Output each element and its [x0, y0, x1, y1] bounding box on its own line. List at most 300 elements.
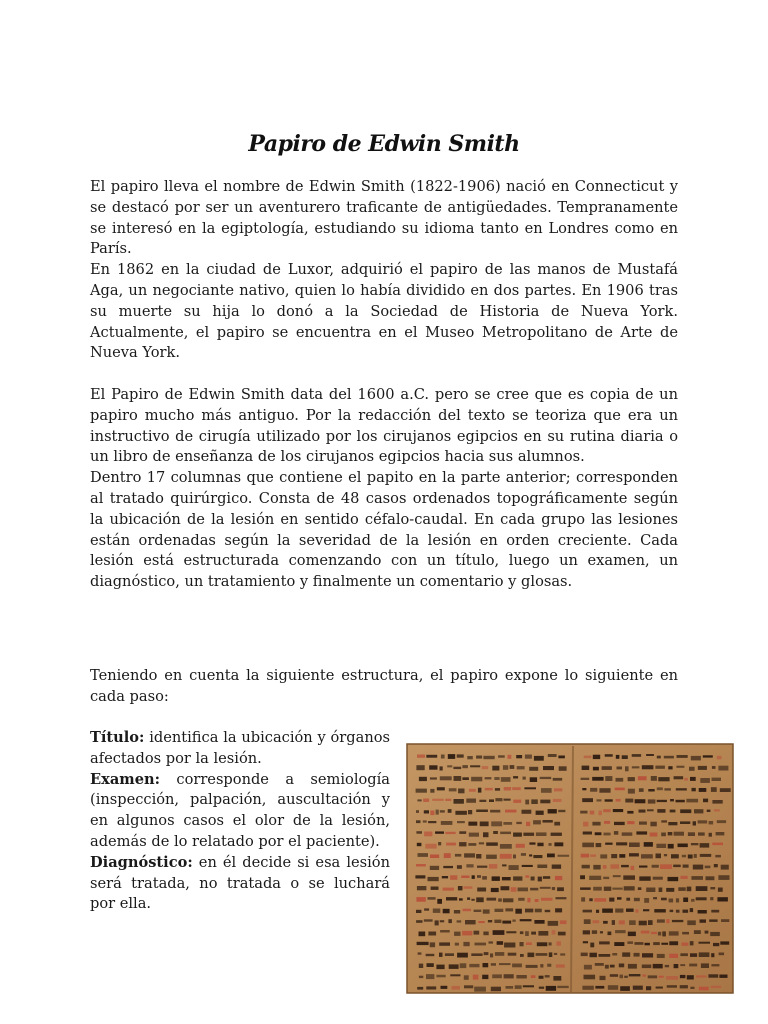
- ink-stroke: [450, 974, 460, 976]
- ink-stroke: [430, 789, 434, 793]
- ink-stroke: [580, 811, 587, 814]
- ink-stroke: [482, 975, 488, 979]
- ink-stroke: [491, 987, 501, 992]
- ink-stroke: [440, 920, 444, 922]
- ink-stroke: [511, 887, 517, 892]
- ink-stroke: [652, 865, 659, 868]
- ink-stroke: [628, 932, 636, 937]
- ink-stroke: [478, 921, 485, 923]
- ink-stroke: [714, 864, 718, 867]
- ink-stroke: [718, 766, 728, 771]
- ink-stroke: [582, 788, 586, 790]
- ink-stroke: [419, 932, 426, 937]
- ink-stroke: [583, 822, 588, 827]
- ink-stroke: [459, 898, 463, 900]
- ink-stroke: [720, 941, 729, 944]
- ink-stroke: [461, 876, 469, 879]
- ink-stroke: [657, 809, 665, 813]
- ink-stroke: [639, 810, 646, 813]
- ink-stroke: [582, 798, 593, 802]
- ink-stroke: [510, 765, 515, 769]
- ink-stroke: [428, 877, 439, 881]
- ink-stroke: [417, 843, 422, 846]
- ink-stroke: [599, 811, 603, 816]
- ink-stroke: [673, 865, 681, 868]
- ink-stroke: [710, 887, 715, 889]
- ink-stroke: [693, 821, 696, 825]
- ink-stroke: [668, 844, 674, 849]
- ink-stroke: [583, 941, 588, 943]
- ink-stroke: [441, 755, 445, 759]
- ink-stroke: [501, 886, 510, 890]
- ink-stroke: [711, 953, 714, 957]
- ink-stroke: [717, 820, 726, 823]
- ink-stroke: [508, 953, 517, 956]
- ink-stroke: [525, 755, 532, 759]
- ink-stroke: [678, 844, 688, 848]
- ink-stroke: [670, 910, 674, 912]
- ink-stroke: [616, 755, 620, 759]
- ink-stroke: [691, 843, 699, 845]
- ink-stroke: [438, 842, 441, 845]
- ink-stroke: [694, 930, 701, 934]
- ink-stroke: [661, 833, 666, 837]
- ink-stroke: [498, 755, 505, 757]
- ink-stroke: [417, 987, 423, 990]
- ink-stroke: [436, 975, 445, 978]
- ink-stroke: [671, 854, 679, 858]
- ink-stroke: [428, 821, 436, 823]
- ink-stroke: [700, 854, 711, 857]
- ink-stroke: [712, 800, 722, 804]
- ink-stroke: [415, 875, 425, 878]
- ink-stroke: [557, 986, 568, 988]
- ink-stroke: [500, 832, 511, 835]
- ink-stroke: [515, 985, 522, 989]
- ink-stroke: [462, 765, 468, 768]
- ink-stroke: [596, 843, 602, 847]
- ink-stroke: [541, 788, 552, 793]
- definition-examen: [90, 770, 390, 853]
- ink-stroke: [489, 799, 494, 802]
- ink-stroke: [417, 755, 425, 758]
- ink-stroke: [713, 943, 719, 946]
- ink-stroke: [424, 919, 433, 921]
- ink-stroke: [653, 897, 657, 899]
- ink-stroke: [688, 855, 693, 859]
- ink-stroke: [416, 765, 424, 770]
- ink-stroke: [700, 919, 707, 922]
- ink-stroke: [650, 833, 658, 837]
- ink-stroke: [616, 778, 624, 782]
- ink-stroke: [497, 941, 504, 945]
- ink-stroke: [600, 931, 603, 933]
- ink-stroke: [624, 976, 628, 978]
- ink-stroke: [632, 766, 640, 768]
- ink-stroke: [501, 777, 511, 782]
- ink-stroke: [664, 788, 671, 790]
- ink-stroke: [473, 975, 479, 980]
- ink-stroke: [504, 787, 511, 791]
- ink-stroke: [523, 833, 534, 836]
- ink-stroke: [531, 799, 538, 804]
- ink-stroke: [627, 811, 633, 814]
- ink-stroke: [676, 766, 684, 768]
- ink-stroke: [644, 842, 653, 847]
- ink-stroke: [459, 831, 466, 834]
- ink-stroke: [642, 765, 654, 769]
- ink-stroke: [680, 975, 686, 978]
- ink-stroke: [416, 864, 426, 867]
- ink-stroke: [657, 756, 661, 759]
- ink-stroke: [632, 754, 641, 757]
- ink-stroke: [610, 864, 619, 869]
- ink-stroke: [690, 941, 694, 945]
- ink-stroke: [545, 975, 550, 977]
- ink-stroke: [445, 832, 455, 834]
- ink-stroke: [595, 963, 604, 966]
- paragraph-acquisition: En 1862 en la ciudad de Luxor, adquirió el papiro de las manos de Mustafá Aga, un negociante nativo, quien lo había dividido en dos partes. En 1906 tras su muerte su hija lo donó a la Sociedad de Historia de Nueva York. Actualmente, el papiro se encuentra en el Museo Metropolitano de Arte de Nueva York.: [90, 261, 678, 362]
- ink-stroke: [580, 887, 591, 890]
- ink-stroke: [457, 754, 464, 757]
- ink-stroke: [489, 941, 494, 943]
- ink-stroke: [682, 932, 689, 935]
- ink-stroke: [500, 854, 512, 859]
- ink-stroke: [548, 809, 557, 813]
- ink-stroke: [492, 876, 500, 881]
- ink-stroke: [699, 942, 711, 944]
- ink-stroke: [525, 800, 529, 805]
- ink-stroke: [593, 755, 600, 759]
- ink-stroke: [483, 756, 494, 759]
- ink-stroke: [700, 778, 710, 783]
- ink-stroke: [538, 931, 548, 936]
- ink-stroke: [581, 778, 590, 780]
- ink-stroke: [416, 810, 419, 813]
- ink-stroke: [535, 899, 539, 902]
- definition-text: corresponde a semiología (inspección, palpación, auscultación y en algunos casos el olor de la lesión, además de lo relatado por el paciente).: [90, 770, 390, 850]
- ink-stroke: [549, 952, 553, 957]
- ink-stroke: [429, 765, 437, 769]
- ink-stroke: [472, 875, 475, 879]
- ink-stroke: [424, 810, 429, 813]
- ink-stroke: [680, 809, 691, 813]
- ink-stroke: [484, 952, 489, 955]
- ink-stroke: [553, 778, 563, 781]
- ink-stroke: [464, 886, 473, 888]
- ink-stroke: [600, 854, 607, 858]
- ink-stroke: [454, 776, 462, 781]
- ink-stroke: [559, 766, 567, 771]
- ink-stroke: [546, 986, 556, 991]
- ink-stroke: [533, 820, 541, 824]
- ink-stroke: [680, 953, 688, 956]
- ink-stroke: [668, 766, 672, 769]
- ink-stroke: [615, 909, 623, 913]
- ink-stroke: [558, 932, 566, 936]
- ink-stroke: [558, 855, 570, 857]
- ink-stroke: [653, 942, 660, 945]
- ink-stroke: [710, 932, 720, 936]
- ink-stroke: [639, 788, 644, 792]
- ink-stroke: [516, 844, 525, 848]
- ink-stroke: [513, 800, 521, 803]
- ink-stroke: [466, 864, 473, 867]
- ink-stroke: [616, 842, 627, 845]
- ink-stroke: [462, 931, 472, 936]
- ink-stroke: [440, 776, 452, 780]
- ink-stroke: [552, 865, 561, 869]
- ink-stroke: [465, 920, 476, 924]
- ink-stroke: [661, 943, 668, 945]
- ink-stroke: [648, 920, 653, 925]
- ink-stroke: [654, 909, 666, 912]
- ink-stroke: [428, 932, 436, 936]
- ink-stroke: [613, 875, 621, 877]
- ink-stroke: [639, 921, 647, 926]
- ink-stroke: [582, 986, 593, 990]
- ink-stroke: [504, 943, 515, 948]
- ink-stroke: [696, 886, 708, 891]
- ink-stroke: [676, 898, 679, 902]
- ink-stroke: [495, 798, 502, 801]
- ink-stroke: [528, 953, 535, 958]
- ink-stroke: [447, 765, 452, 767]
- ink-stroke: [539, 987, 544, 989]
- ink-stroke: [645, 943, 650, 946]
- ink-stroke: [518, 898, 524, 901]
- ink-stroke: [549, 942, 552, 945]
- ink-stroke: [602, 766, 612, 770]
- ink-stroke: [513, 776, 518, 778]
- ink-stroke: [653, 877, 663, 880]
- papyrus-image: [405, 742, 735, 995]
- ink-stroke: [512, 964, 522, 968]
- ink-stroke: [631, 866, 635, 870]
- ink-stroke: [626, 898, 630, 901]
- ink-stroke: [609, 898, 614, 902]
- ink-stroke: [629, 920, 636, 925]
- ink-stroke: [477, 888, 486, 892]
- ink-stroke: [444, 853, 451, 858]
- ink-stroke: [517, 766, 525, 769]
- ink-stroke: [539, 976, 544, 979]
- ink-stroke: [506, 986, 514, 989]
- ink-stroke: [674, 776, 684, 779]
- ink-stroke: [423, 799, 429, 803]
- ink-stroke: [642, 965, 652, 969]
- ink-stroke: [537, 843, 543, 847]
- ink-stroke: [424, 832, 432, 837]
- definition-term: Diagnóstico:: [90, 853, 193, 871]
- ink-stroke: [495, 788, 500, 791]
- ink-stroke: [690, 908, 693, 912]
- ink-stroke: [661, 898, 667, 901]
- ink-stroke: [590, 788, 597, 792]
- ink-stroke: [425, 844, 436, 849]
- ink-stroke: [556, 941, 561, 945]
- ink-stroke: [534, 756, 544, 761]
- ink-stroke: [453, 767, 461, 769]
- ink-stroke: [602, 909, 613, 913]
- ink-stroke: [635, 799, 646, 803]
- ink-stroke: [467, 897, 470, 900]
- ink-stroke: [674, 964, 679, 968]
- ink-stroke: [634, 953, 640, 957]
- ink-stroke: [506, 931, 516, 933]
- ink-stroke: [512, 920, 515, 922]
- ink-stroke: [628, 777, 635, 781]
- ink-stroke: [603, 865, 607, 869]
- ink-stroke: [636, 831, 647, 834]
- ink-stroke: [639, 866, 647, 868]
- ink-stroke: [599, 941, 610, 944]
- ink-stroke: [619, 854, 625, 858]
- ink-stroke: [529, 842, 535, 844]
- ink-stroke: [581, 854, 589, 858]
- ink-stroke: [548, 754, 557, 757]
- ink-stroke: [687, 887, 692, 892]
- ink-stroke: [508, 755, 512, 759]
- ink-stroke: [635, 909, 638, 913]
- ink-stroke: [711, 986, 722, 988]
- ink-stroke: [436, 810, 439, 815]
- ink-stroke: [696, 975, 707, 977]
- ink-stroke: [502, 877, 511, 880]
- ink-stroke: [457, 953, 468, 958]
- ink-stroke: [589, 876, 601, 880]
- ink-stroke: [503, 898, 514, 902]
- ink-stroke: [707, 810, 711, 812]
- ink-stroke: [611, 854, 617, 858]
- ink-stroke: [648, 799, 656, 803]
- ink-stroke: [660, 864, 672, 869]
- ink-stroke: [547, 854, 555, 858]
- ink-stroke: [474, 931, 480, 935]
- ink-stroke: [661, 820, 667, 822]
- ink-stroke: [541, 898, 552, 901]
- ink-stroke: [596, 910, 599, 913]
- ink-stroke: [699, 987, 709, 991]
- ink-stroke: [603, 877, 609, 879]
- ink-stroke: [543, 876, 550, 879]
- ink-stroke: [698, 910, 707, 914]
- ink-stroke: [554, 842, 563, 846]
- ink-stroke: [615, 788, 625, 791]
- ink-stroke: [589, 898, 592, 901]
- ink-stroke: [419, 976, 423, 978]
- ink-stroke: [711, 964, 719, 966]
- ink-stroke: [516, 822, 522, 824]
- ink-stroke: [493, 930, 505, 935]
- ink-stroke: [648, 975, 657, 978]
- ink-stroke: [448, 809, 452, 813]
- ink-stroke: [680, 821, 690, 824]
- ink-stroke: [686, 799, 698, 803]
- ink-stroke: [709, 821, 714, 824]
- ink-stroke: [619, 964, 624, 968]
- paragraph-structure: Dentro 17 columnas que contiene el papito en la parte anterior; corresponden al tratado quirúrgico. Consta de 48 casos ordenados topográficamente según la ubicación de la lesión en sentido céfalo-caudal. En cada grupo las lesiones están ordenadas según la severidad de la lesión en orden creciente. Cada lesión está estructurada comenzando con un título, luego un examen, un diagnóstico, un tratamiento y finalmente un comentario y glosas.: [90, 469, 678, 591]
- ink-stroke: [669, 931, 679, 935]
- ink-stroke: [690, 777, 696, 781]
- ink-stroke: [716, 832, 725, 835]
- ink-stroke: [503, 765, 508, 770]
- ink-stroke: [443, 866, 453, 868]
- ink-stroke: [495, 952, 504, 956]
- ink-stroke: [525, 875, 529, 877]
- ink-stroke: [557, 887, 564, 891]
- ink-stroke: [416, 820, 421, 823]
- ink-stroke: [535, 909, 542, 913]
- ink-stroke: [464, 975, 469, 980]
- ink-stroke: [594, 898, 606, 902]
- ink-stroke: [503, 822, 512, 825]
- ink-stroke: [512, 787, 521, 790]
- ink-stroke: [646, 754, 654, 756]
- ink-stroke: [646, 888, 655, 893]
- ink-stroke: [513, 855, 516, 859]
- ink-stroke: [509, 865, 519, 870]
- ink-stroke: [698, 832, 705, 835]
- ink-stroke: [608, 985, 618, 990]
- ink-stroke: [711, 787, 717, 792]
- ink-stroke: [526, 965, 538, 968]
- ink-stroke: [469, 964, 479, 967]
- ink-stroke: [666, 888, 674, 892]
- ink-stroke: [656, 854, 662, 859]
- ink-stroke: [490, 953, 493, 957]
- ink-stroke: [641, 931, 650, 934]
- ink-stroke: [612, 953, 617, 956]
- ink-stroke: [431, 887, 439, 890]
- ink-stroke: [525, 931, 529, 936]
- ink-stroke: [455, 943, 459, 946]
- ink-stroke: [582, 843, 594, 848]
- ink-stroke: [593, 920, 600, 923]
- ink-stroke: [530, 888, 538, 891]
- ink-stroke: [641, 854, 653, 858]
- ink-stroke: [522, 810, 532, 814]
- ink-stroke: [547, 964, 551, 967]
- ink-stroke: [522, 865, 533, 867]
- ink-stroke: [625, 799, 633, 803]
- ink-stroke: [667, 985, 677, 988]
- ink-stroke: [471, 899, 474, 901]
- ink-stroke: [677, 755, 688, 758]
- ink-stroke: [581, 897, 585, 901]
- ink-stroke: [540, 800, 550, 804]
- ink-stroke: [448, 919, 452, 923]
- ink-stroke: [417, 799, 421, 801]
- ink-stroke: [460, 963, 467, 968]
- ink-stroke: [610, 965, 615, 968]
- ink-stroke: [504, 799, 511, 801]
- page-title: Papiro de Edwin Smith: [248, 130, 520, 157]
- ink-stroke: [581, 953, 588, 957]
- ink-stroke: [693, 865, 703, 870]
- ink-stroke: [627, 821, 634, 824]
- ink-stroke: [492, 766, 499, 771]
- ink-stroke: [694, 854, 697, 858]
- ink-stroke: [537, 865, 547, 869]
- ink-stroke: [718, 888, 723, 892]
- ink-stroke: [457, 821, 465, 823]
- ink-stroke: [430, 866, 439, 870]
- ink-stroke: [705, 931, 709, 934]
- ink-stroke: [599, 788, 610, 793]
- ink-stroke: [480, 822, 489, 827]
- ink-stroke: [696, 897, 707, 900]
